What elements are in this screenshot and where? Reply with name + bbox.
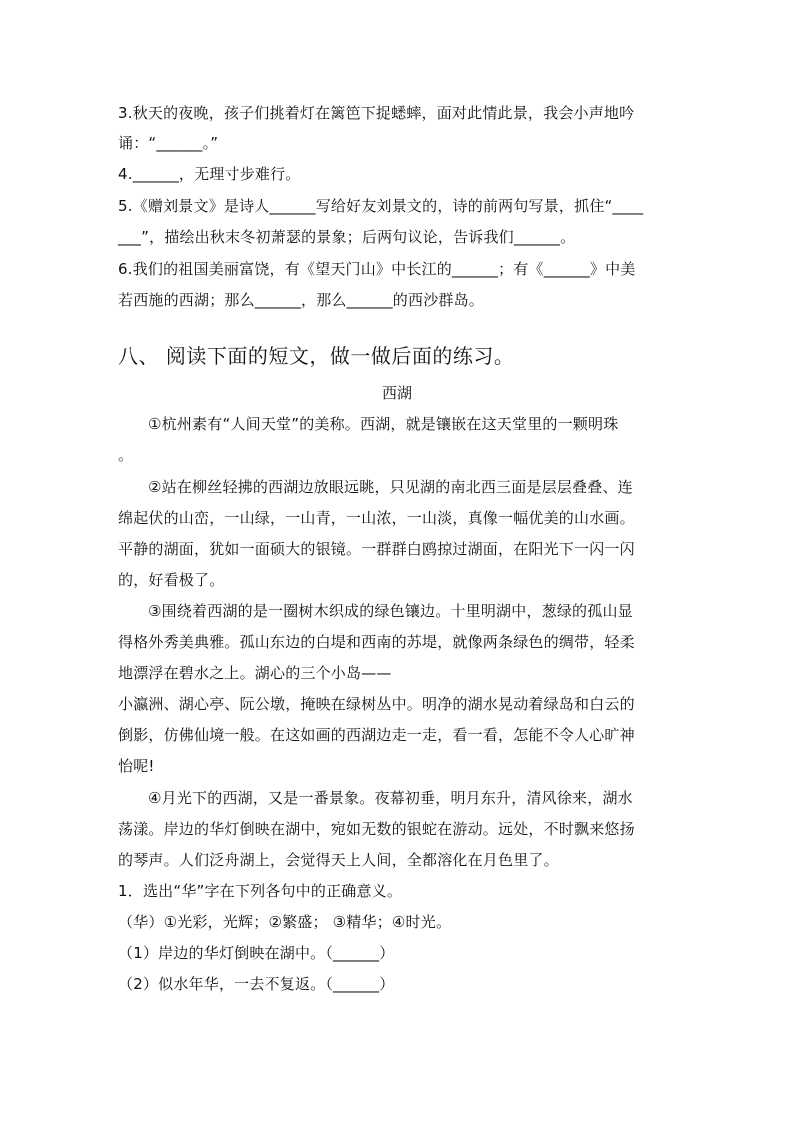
article-title: 西湖 (381, 384, 412, 402)
paragraph-2-line-1: ②站在柳丝轻拂的西湖边放眼远眺，只见湖的南北西三面是层层叠叠、连 (148, 478, 633, 496)
paragraph-1-line-2: 。 (118, 446, 134, 464)
paragraph-3-line-6: 怡呢! (118, 757, 155, 775)
paragraph-4-line-1: ④月光下的西湖，又是一番景象。夜幕初垂，明月东升，清风徐来，湖水 (148, 789, 633, 807)
exercise-question-1: 1．选出“华”字在下列各句中的正确意义。 (118, 882, 403, 900)
paragraph-2-line-2: 绵起伏的山峦，一山绿，一山青，一山浓，一山淡，真像一幅优美的山水画。 (118, 509, 635, 527)
paragraph-2-line-4: 的，好看极了。 (118, 571, 225, 589)
question-3-line-2: 诵：“______。” (118, 134, 219, 152)
exercise-meanings: （华）①光彩，光辉；②繁盛； ③精华；④时光。 (118, 913, 452, 931)
paragraph-3-line-2: 得格外秀美典雅。孤山东边的白堤和西南的苏堤，就像两条绿色的绸带，轻柔 (118, 633, 635, 651)
paragraph-3-line-5: 倒影，仿佛仙境一般。在这如画的西湖边走一走，看一看，怎能不令人心旷神 (118, 726, 635, 744)
paragraph-4-line-2: 荡漾。岸边的华灯倒映在湖中，宛如无数的银蛇在游动。远处，不时飘来悠扬 (118, 820, 635, 838)
question-5-line-1: 5.《赠刘景文》是诗人______写给好友刘景文的，诗的前两句写景，抓住“____ (118, 197, 644, 215)
paragraph-2-line-3: 平静的湖面，犹如一面硕大的银镜。一群群白鸥掠过湖面，在阳光下一闪一闪 (118, 540, 635, 558)
question-4: 4.______，无理寸步难行。 (118, 165, 301, 183)
paragraph-3-line-1: ③围绕着西湖的是一圈树木织成的绿色镶边。十里明湖中，葱绿的孤山显 (148, 602, 633, 620)
question-6-line-2: 若西施的西湖；那么______，那么______的西沙群岛。 (118, 291, 485, 309)
question-5-line-2: ___”，描绘出秋末冬初萧瑟的景象；后两句议论，告诉我们______。 (118, 228, 576, 246)
exercise-sentence-2: （2）似水年华，一去不复返。（______） (118, 975, 395, 993)
section-heading: 八、 阅读下面的短文，做一做后面的练习。 (118, 344, 515, 368)
question-3-line-1: 3.秋天的夜晚，孩子们挑着灯在篱笆下捉蟋蟀，面对此情此景，我会小声地吟 (118, 104, 635, 122)
paragraph-4-line-3: 的琴声。人们泛舟湖上，会觉得天上人间，全都溶化在月色里了。 (118, 851, 559, 869)
paragraph-1-line-1: ①杭州素有“人间天堂”的美称。西湖，就是镶嵌在这天堂里的一颗明珠 (148, 415, 619, 433)
paragraph-3-line-3: 地漂浮在碧水之上。湖心的三个小岛—— (118, 664, 392, 682)
question-6-line-1: 6.我们的祖国美丽富饶，有《望天门山》中长江的______；有《______》中美 (118, 260, 636, 278)
exercise-sentence-1: （1）岸边的华灯倒映在湖中。（______） (118, 944, 395, 962)
paragraph-3-line-4: 小瀛洲、湖心亭、阮公墩，掩映在绿树丛中。明净的湖水晃动着绿岛和白云的 (118, 695, 635, 713)
